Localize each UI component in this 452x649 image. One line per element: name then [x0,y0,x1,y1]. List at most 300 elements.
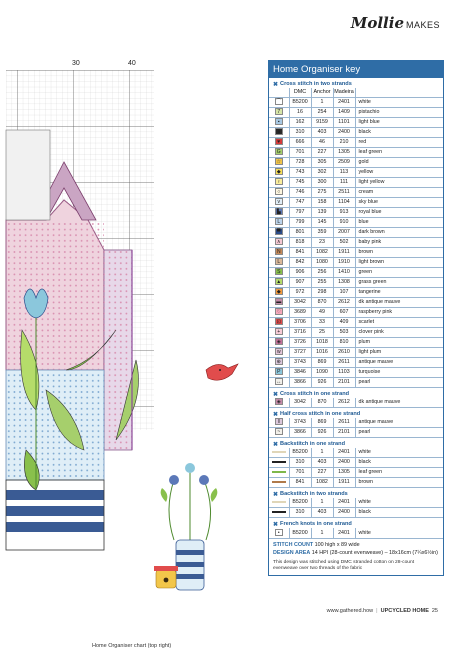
key-dmc-value: 666 [289,138,311,148]
key-row [269,188,443,198]
key-dmc-value: 745 [289,178,311,188]
key-dmc-value: 841 [289,248,311,258]
key-madeira-value: 2401 [333,448,355,458]
key-symbol-cell [269,318,289,328]
key-madeira-value: 111 [333,178,355,188]
key-madeira-value: 113 [333,168,355,178]
key-madeira-value: 503 [333,328,355,338]
key-row [269,468,443,478]
cross-mark-icon: ✖ [273,521,279,528]
key-anchor-value: 1018 [311,338,333,348]
symbol-swatch: ☆ [276,159,281,166]
key-madeira-value: 1911 [333,478,355,488]
symbol-swatch: ↔ [276,379,282,386]
key-row [269,338,443,348]
key-row [269,378,443,388]
key-colour-name: white [355,528,443,538]
key-row [269,198,443,208]
key-anchor-value: 255 [311,278,333,288]
key-madeira-value: 1308 [333,278,355,288]
symbol-swatch: ♥ [275,138,283,145]
key-madeira-value: 1910 [333,258,355,268]
key-colour-name: antique mauve [355,358,443,368]
key-anchor-value: 1 [311,528,333,538]
key-dmc-value: 310 [289,508,311,518]
key-footnote: This design was stitched using DMC stranded cotton on 28-count evenweave over two threads of the fabric [273,559,415,572]
footer-magazine: UPCYCLED HOME [380,608,429,614]
key-section-label: Cross stitch in two strands [280,81,352,87]
key-table-header [269,88,443,98]
key-symbol-cell [269,188,289,198]
key-symbol-cell [269,128,289,138]
key-symbol-cell [269,158,289,168]
key-symbol-cell [269,468,289,478]
key-madeira-value: 107 [333,288,355,298]
key-row [269,478,443,488]
key-anchor-value: 926 [311,378,333,388]
key-colour-name: antique mauve [355,418,443,428]
key-row [269,348,443,358]
symbol-swatch: ⊡ [276,319,281,326]
key-symbol-cell [269,228,289,238]
key-dmc-value: 162 [289,118,311,128]
key-colour-name: black [355,128,443,138]
key-section-label: Backstitch in one strand [280,441,345,448]
stitch-count [273,542,439,549]
backstitch-line-swatch [272,471,286,473]
key-anchor-value: 359 [311,228,333,238]
key-madeira-value: 1305 [333,148,355,158]
key-colour-name: scarlet [355,318,443,328]
key-row [269,138,443,148]
key-colour-name: dk antique mauve [355,298,443,308]
key-section-label: Backstitch in two strands [280,491,348,498]
key-madeira-value: 1911 [333,248,355,258]
magazine-logo [351,14,440,32]
key-row [269,238,443,248]
key-section-label: French knots in one strand [280,521,352,528]
key-anchor-value: 870 [311,398,333,408]
key-madeira-value: 502 [333,238,355,248]
key-madeira-value: 2610 [333,348,355,358]
key-symbol-cell [269,398,289,408]
symbol-swatch: ▙ [275,208,283,215]
key-symbol-cell [269,198,289,208]
key-colour-name: leaf green [355,468,443,478]
colour-key-panel [268,60,444,576]
backstitch-line-swatch [272,511,286,513]
symbol-swatch: v [275,198,283,205]
key-row [269,208,443,218]
key-anchor-value: 9159 [311,118,333,128]
key-body [269,78,443,539]
key-row [269,368,443,378]
key-dmc-value: 907 [289,278,311,288]
key-anchor-value: 227 [311,468,333,478]
key-row [269,178,443,188]
footer-page-number: 25 [431,608,438,614]
key-row [269,98,443,108]
key-symbol-cell [269,498,289,508]
column-label-40: 40 [128,60,136,67]
key-symbol-cell [269,448,289,458]
key-dmc-value: 797 [289,208,311,218]
key-madeira-value: 913 [333,208,355,218]
key-anchor-value: 46 [311,138,333,148]
cross-mark-icon: ✖ [273,441,279,448]
symbol-swatch: ∧ [275,238,283,245]
key-madeira-value: 2101 [333,428,355,438]
key-anchor-value: 25 [311,328,333,338]
symbol-swatch: N [275,248,283,255]
symbol-swatch: + [275,328,283,335]
key-dmc-value: 3689 [289,308,311,318]
symbol-swatch: ■ [275,128,283,135]
key-madeira-value: 1101 [333,118,355,128]
key-colour-name: pearl [355,428,443,438]
key-anchor-value: 869 [311,358,333,368]
key-symbol-cell [269,478,289,488]
symbol-swatch: 7 [275,108,283,115]
design-area-value: 14 HPI (28-count evenweave) – 18x16cm (7¼x6½in) [311,550,438,557]
chart-grid-artwork [6,70,258,600]
key-anchor-value: 145 [311,218,333,228]
key-madeira-value: 2612 [333,298,355,308]
key-colour-name: light plum [355,348,443,358]
key-colour-name: white [355,448,443,458]
key-symbol-cell [269,358,289,368]
key-colour-name: pearl [355,378,443,388]
key-madeira-value: 2611 [333,418,355,428]
key-colour-name: dark brown [355,228,443,238]
stitch-count-value: 100 high x 89 wide [314,541,360,548]
key-anchor-value: 227 [311,148,333,158]
symbol-swatch: ~ [275,428,283,435]
key-table [269,448,443,488]
key-dmc-value: 3716 [289,328,311,338]
key-anchor-value: 1 [311,498,333,508]
key-dmc-value: 743 [289,168,311,178]
key-anchor-value: 300 [311,178,333,188]
key-row [269,248,443,258]
key-dmc-value: 310 [289,458,311,468]
key-section-heading [269,518,443,528]
symbol-swatch: ⊕ [276,359,281,366]
key-row [269,458,443,468]
backstitch-line-swatch [272,461,286,463]
key-dmc-value: 906 [289,268,311,278]
key-dmc-value: 3042 [289,298,311,308]
key-dmc-value: 747 [289,198,311,208]
key-symbol-cell [269,238,289,248]
key-madeira-value: 2007 [333,228,355,238]
key-madeira-value: 2401 [333,98,355,108]
key-colour-name: light blue [355,118,443,128]
key-symbol-cell [269,218,289,228]
key-anchor-value: 254 [311,108,333,118]
key-dmc-value: 310 [289,128,311,138]
key-notes [269,539,443,573]
key-anchor-value: 403 [311,128,333,138]
symbol-swatch: ◈ [275,338,283,345]
key-colour-name: brown [355,248,443,258]
key-dmc-value: 3706 [289,318,311,328]
key-dmc-value: 3743 [289,358,311,368]
key-colour-name: red [355,138,443,148]
key-anchor-value: 256 [311,268,333,278]
key-table [269,398,443,408]
key-madeira-value: 2101 [333,378,355,388]
symbol-swatch: ♡ [276,309,281,316]
key-anchor-value: 870 [311,298,333,308]
symbol-swatch: ◆ [275,168,283,175]
symbol-swatch: w [275,348,283,355]
key-colour-name: dk antique mauve [355,398,443,408]
key-symbol-cell [269,428,289,438]
key-dmc-value: B5200 [289,98,311,108]
key-colour-name: grass green [355,278,443,288]
key-row [269,128,443,138]
key-colour-name: sky blue [355,198,443,208]
key-section-heading [269,438,443,448]
key-symbol-cell [269,178,289,188]
key-row [269,228,443,238]
symbol-swatch: ▀ [275,228,283,235]
key-anchor-value: 926 [311,428,333,438]
symbol-swatch: ▪ [275,118,283,125]
key-section-heading [269,408,443,418]
key-symbol-cell [269,258,289,268]
key-dmc-value: 3743 [289,418,311,428]
key-madeira-value: 2400 [333,128,355,138]
key-row [269,418,443,428]
key-madeira-value: 2611 [333,358,355,368]
key-dmc-value: 801 [289,228,311,238]
key-colour-name: clover pink [355,328,443,338]
key-colour-name: yellow [355,168,443,178]
key-anchor-value: 1080 [311,258,333,268]
key-row [269,428,443,438]
key-colour-name: raspberry pink [355,308,443,318]
key-anchor-value: 1016 [311,348,333,358]
key-colour-name: white [355,98,443,108]
key-symbol-cell [269,458,289,468]
key-section-heading [269,488,443,498]
key-symbol-cell [269,368,289,378]
key-madeira-value: 2509 [333,158,355,168]
key-madeira-value: 210 [333,138,355,148]
key-row [269,498,443,508]
key-table [269,528,443,538]
key-colour-name: pistachio [355,108,443,118]
key-symbol-cell [269,328,289,338]
key-row [269,278,443,288]
symbol-swatch: ◆ [275,288,283,295]
symbol-swatch: L [275,218,283,225]
symbol-swatch: ◈ [275,398,283,405]
footer-separator: | [376,608,378,614]
key-colour-name: baby pink [355,238,443,248]
symbol-swatch: ▬ [276,299,282,306]
key-header-anchor: Anchor [311,88,333,98]
key-symbol-cell [269,308,289,318]
key-madeira-value: 910 [333,218,355,228]
key-madeira-value: 2401 [333,498,355,508]
key-table [269,418,443,438]
key-dmc-value: 3726 [289,338,311,348]
key-symbol-cell [269,528,289,538]
symbol-swatch: ▲ [276,279,282,286]
key-dmc-value: 701 [289,148,311,158]
key-dmc-value: B5200 [289,498,311,508]
preview-vase [154,463,217,590]
key-madeira-value: 2401 [333,528,355,538]
key-row [269,268,443,278]
cross-mark-icon: ✖ [273,391,279,398]
key-dmc-value: 746 [289,188,311,198]
key-row [269,528,443,538]
key-row [269,398,443,408]
key-row [269,168,443,178]
key-row [269,308,443,318]
key-title: Home Organiser key [269,61,443,78]
cross-mark-icon: ✖ [273,411,279,418]
key-symbol-cell [269,288,289,298]
column-label-30: 30 [72,60,80,67]
key-symbol-cell [269,338,289,348]
key-symbol-cell [269,278,289,288]
key-header-dmc: DMC [289,88,311,98]
key-anchor-value: 1 [311,448,333,458]
design-area-label: DESIGN AREA [273,550,311,557]
key-row [269,148,443,158]
key-section-label: Cross stitch in one strand [280,391,350,398]
backstitch-line-swatch [272,481,286,483]
key-anchor-value: 403 [311,458,333,468]
key-anchor-value: 1090 [311,368,333,378]
key-symbol-cell [269,138,289,148]
key-symbol-cell [269,508,289,518]
key-colour-name: blue [355,218,443,228]
key-symbol-cell [269,348,289,358]
symbol-swatch: ♀ [275,178,283,185]
logo-caps: MAKES [405,20,440,30]
key-row [269,118,443,128]
header-blank [355,88,443,98]
stitch-count-label: STITCH COUNT [273,541,314,548]
key-dmc-value: 841 [289,478,311,488]
key-colour-name: light yellow [355,178,443,188]
page-footer [327,608,438,614]
key-anchor-value: 869 [311,418,333,428]
key-dmc-value: 842 [289,258,311,268]
key-madeira-value: 2400 [333,508,355,518]
key-anchor-value: 305 [311,158,333,168]
cross-mark-icon: ✖ [273,81,279,88]
backstitch-line-swatch [272,451,286,453]
key-anchor-value: 158 [311,198,333,208]
symbol-swatch: P [275,368,283,375]
key-madeira-value: 1103 [333,368,355,378]
key-madeira-value: 1409 [333,108,355,118]
symbol-swatch: • [275,529,283,536]
symbol-swatch: ○ [275,188,283,195]
key-madeira-value: 1104 [333,198,355,208]
key-anchor-value: 403 [311,508,333,518]
key-row [269,218,443,228]
key-dmc-value: 972 [289,288,311,298]
key-anchor-value: 275 [311,188,333,198]
key-dmc-value: 728 [289,158,311,168]
key-dmc-value: B5200 [289,448,311,458]
key-anchor-value: 49 [311,308,333,318]
design-area [273,550,439,557]
backstitch-line-swatch [272,501,286,503]
key-dmc-value: 799 [289,218,311,228]
symbol-swatch: G [275,148,283,155]
key-dmc-value: 3866 [289,378,311,388]
key-section-heading [269,78,443,88]
key-madeira-value: 2400 [333,458,355,468]
key-anchor-value: 139 [311,208,333,218]
key-colour-name: royal blue [355,208,443,218]
key-colour-name: green [355,268,443,278]
key-symbol-cell [269,98,289,108]
key-anchor-value: 1082 [311,478,333,488]
key-colour-name: tangerine [355,288,443,298]
key-row [269,358,443,368]
key-table [269,88,443,388]
key-madeira-value: 810 [333,338,355,348]
key-anchor-value: 302 [311,168,333,178]
key-anchor-value: 1082 [311,248,333,258]
key-row [269,318,443,328]
key-symbol-cell [269,118,289,128]
key-colour-name: gold [355,158,443,168]
key-madeira-value: 1410 [333,268,355,278]
chart-caption: Home Organiser chart (top right) [92,643,172,649]
key-dmc-value: 16 [289,108,311,118]
key-symbol-cell [269,148,289,158]
key-symbol-cell [269,298,289,308]
key-table [269,498,443,518]
key-colour-name: light brown [355,258,443,268]
symbol-swatch: ⌒ [276,99,282,106]
key-symbol-cell [269,108,289,118]
key-symbol-cell [269,378,289,388]
key-symbol-cell [269,268,289,278]
key-colour-name: white [355,498,443,508]
key-dmc-value: 3727 [289,348,311,358]
key-row [269,158,443,168]
key-dmc-value: 818 [289,238,311,248]
key-row [269,508,443,518]
key-symbol-cell [269,168,289,178]
key-madeira-value: 2511 [333,188,355,198]
key-colour-name: black [355,508,443,518]
key-dmc-value: 3866 [289,428,311,438]
key-colour-name: brown [355,478,443,488]
symbol-swatch: ‖ [275,418,283,425]
key-section-heading [269,388,443,398]
key-anchor-value: 298 [311,288,333,298]
key-row [269,108,443,118]
key-madeira-value: 409 [333,318,355,328]
symbol-swatch: L [275,258,283,265]
key-madeira-value: 2612 [333,398,355,408]
key-header-madeira: Madeira [333,88,355,98]
key-anchor-value: 23 [311,238,333,248]
